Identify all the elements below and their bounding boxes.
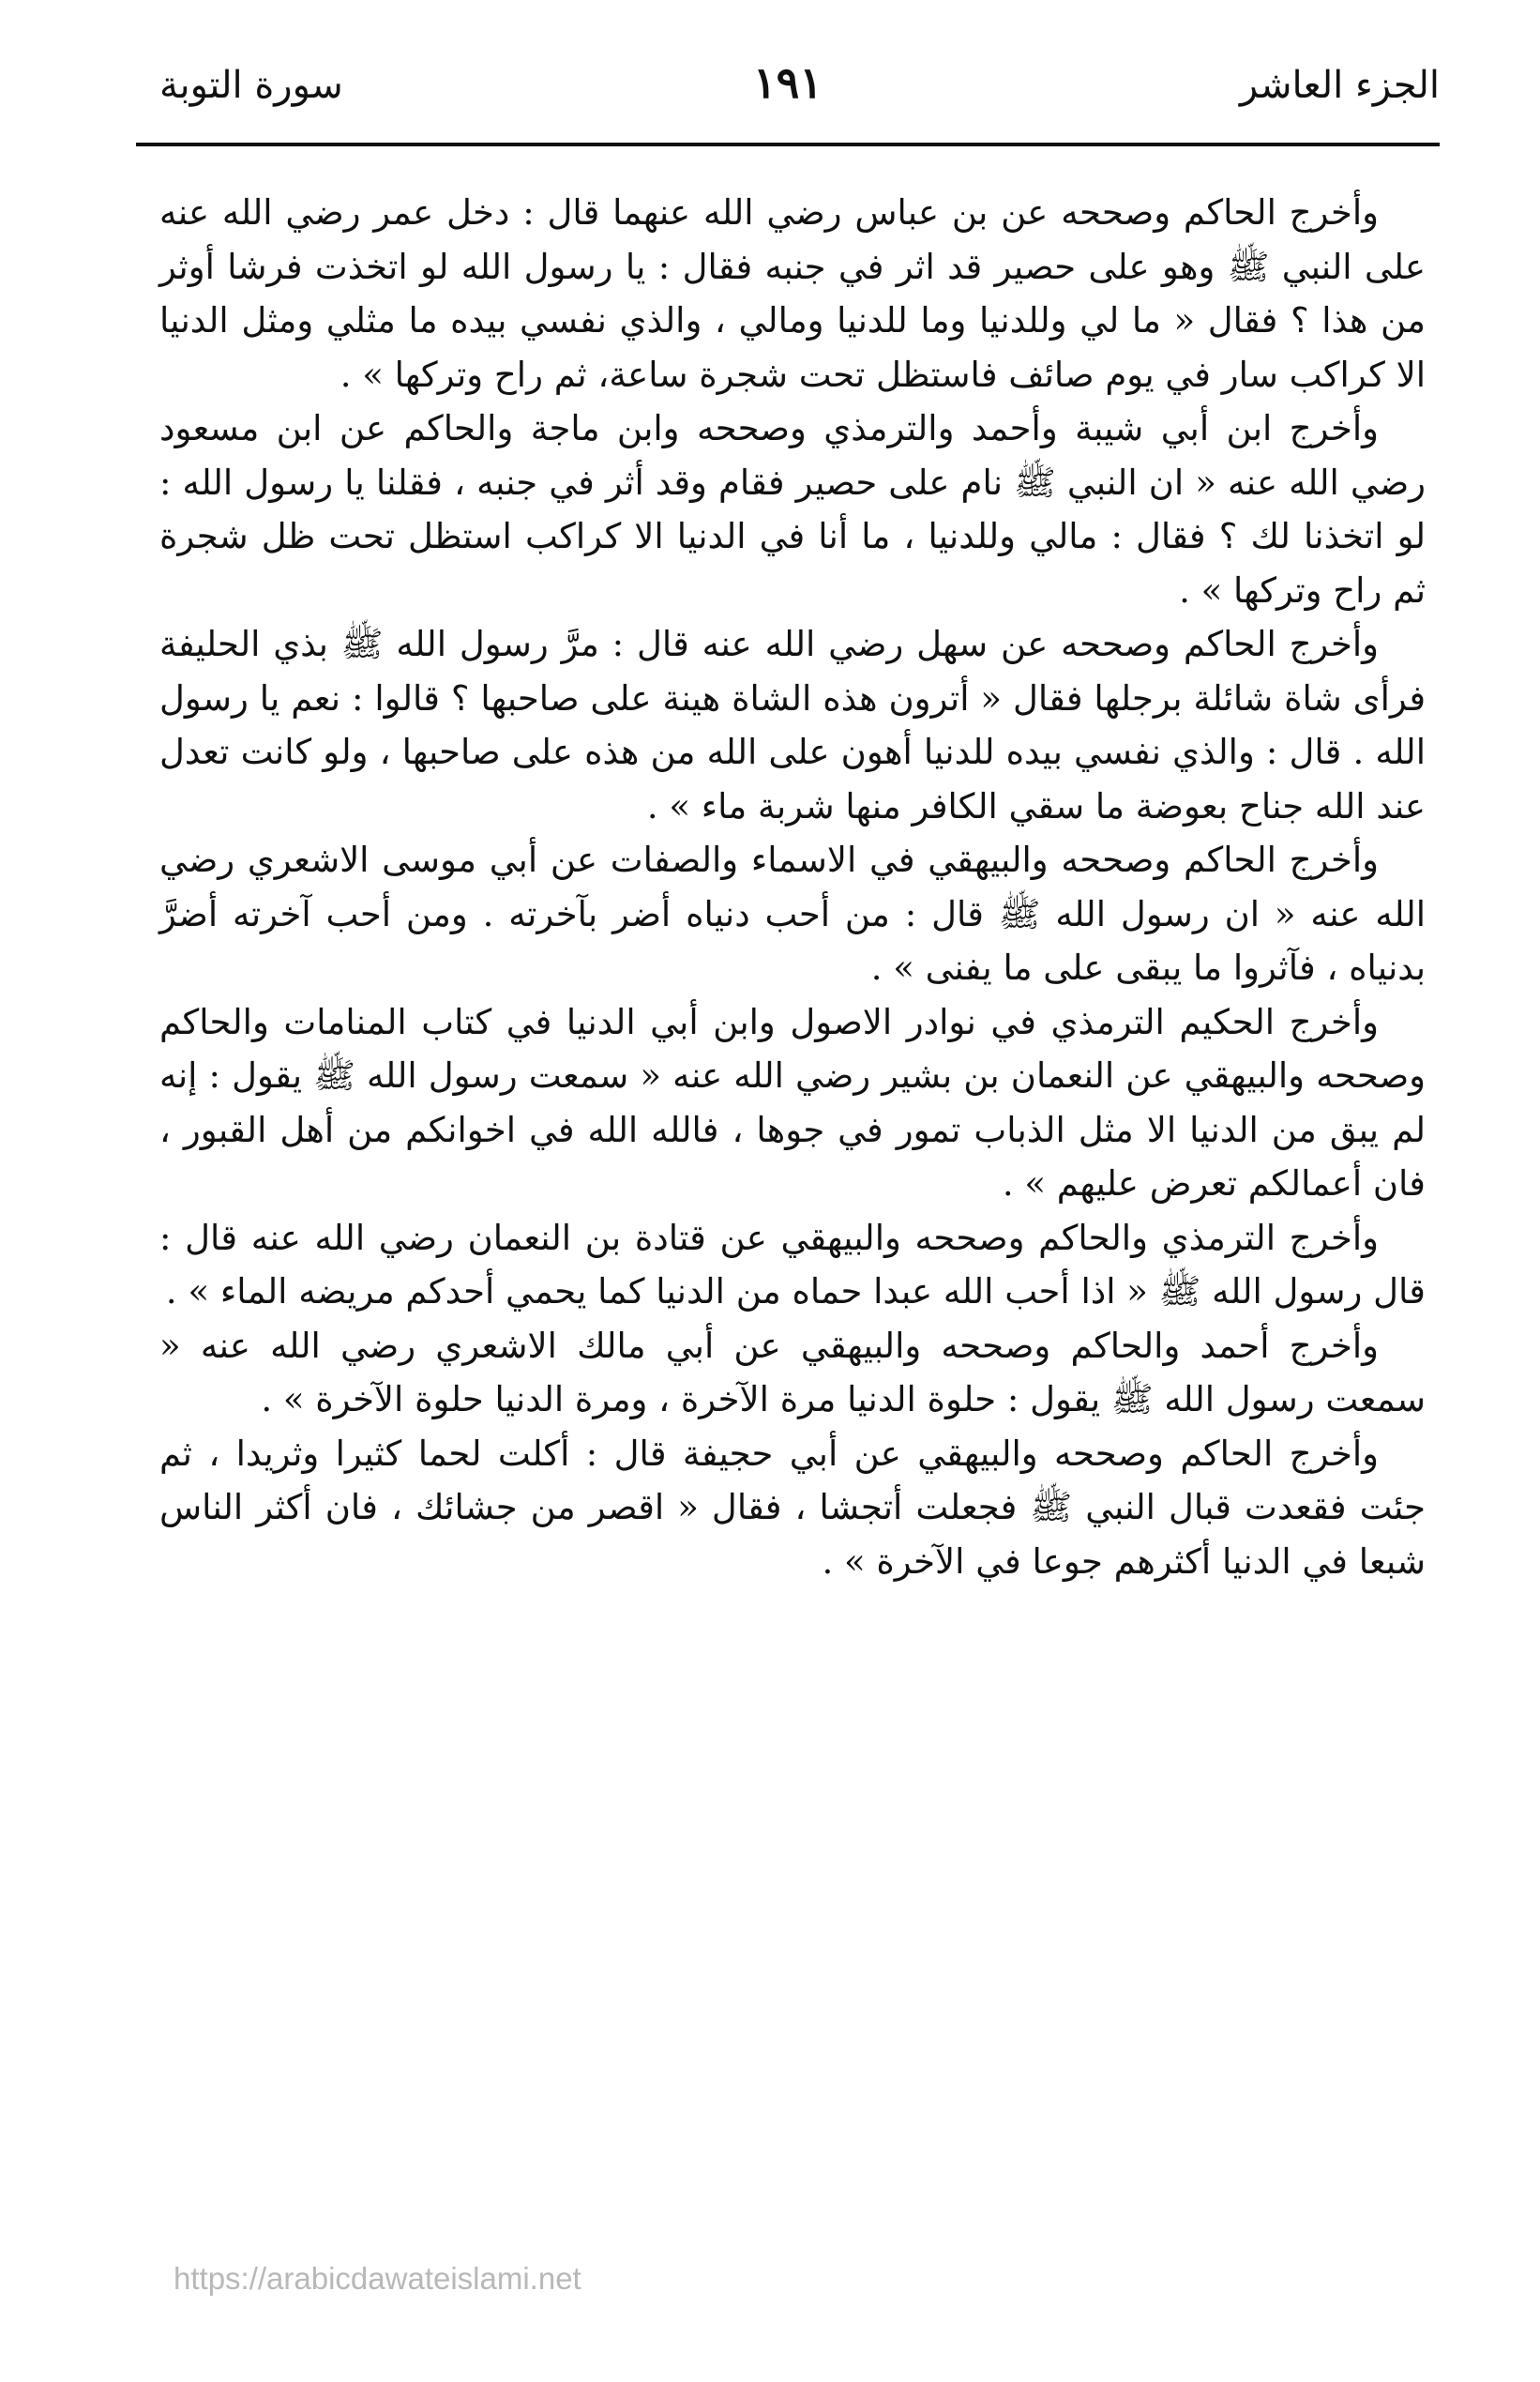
paragraph: وأخرج أحمد والحاكم وصححه والبيهقي عن أبي مالك الاشعري رضي الله عنه « سمعت رسول الله ﷺ يقول : حلوة الدنيا مرة الآخرة ، ومرة الدنيا حلوة الآخرة » .: [159, 1325, 1426, 1419]
paragraph: وأخرج الحكيم الترمذي في نوادر الاصول وابن أبي الدنيا في كتاب المنامات والحاكم وصححه والبيهقي عن النعمان بن بشير رضي الله عنه « سمعت رسول الله ﷺ يقول : إنه لم يبق من الدنيا الا مثل الذباب تمور في جوها ، فالله الله في اخوانكم من أهل القبور ، فان أعمالكم تعرض عليهم » .: [159, 1001, 1426, 1204]
body-text: [159, 186, 1426, 1588]
watermark: https://arabicdawateislami.net: [174, 2261, 581, 2296]
paragraph: وأخرج الحاكم وصححه عن بن عباس رضي الله عنهما قال : دخل عمر رضي الله عنه على النبي ﷺ وهو على حصير قد اثر في جنبه فقال : يا رسول الله لو اتخذت فرشا أوثر من هذا ؟ فقال « ما لي وللدنيا وما للدنيا ومالي ، والذي نفسي بيده ما مثلي ومثل الدنيا الا كراكب سار في يوم صائف فاستظل تحت شجرة ساعة، ثم راح وتركها » .: [159, 192, 1426, 395]
paragraph: وأخرج ابن أبي شيبة وأحمد والترمذي وصححه وابن ماجة والحاكم عن ابن مسعود رضي الله عنه « ان النبي ﷺ نام على حصير فقام وقد أثر في جنبه ، فقلنا يا رسول الله : لو اتخذنا لك ؟ فقال : مالي وللدنيا ، ما أنا في الدنيا الا كراكب استظل تحت ظل شجرة ثم راح وتركها » .: [159, 408, 1426, 611]
paragraph: وأخرج الحاكم وصححه والبيهقي عن أبي حجيفة قال : أكلت لحما كثيرا وثريدا ، ثم جئت فقعدت قبال النبي ﷺ فجعلت أتجشا ، فقال « اقصر من جشائك ، فان أكثر الناس شبعا في الدنيا أكثرهم جوعا في الآخرة » .: [159, 1433, 1426, 1582]
paragraph: وأخرج الحاكم وصححه عن سهل رضي الله عنه قال : مرَّ رسول الله ﷺ بذي الحليفة فرأى شاة شائلة برجلها فقال « أترون هذه الشاة هينة على صاحبها ؟ قالوا : نعم يا رسول الله . قال : والذي نفسي بيده للدنيا أهون على الله من هذه على صاحبها ، ولو كانت تعدل عند الله جناح بعوضة ما سقي الكافر منها شربة ماء » .: [159, 624, 1426, 827]
page-header: [136, 56, 1440, 122]
part-label: الجزء العاشر: [1239, 64, 1440, 107]
surah-label: سورة التوبة: [159, 64, 343, 107]
header-divider: [136, 143, 1440, 146]
paragraph: وأخرج الحاكم وصححه والبيهقي في الاسماء والصفات عن أبي موسى الاشعري رضي الله عنه « ان رسول الله ﷺ قال : من أحب دنياه أضر بآخرته . ومن أحب آخرته أضرَّ بدنياه ، فآثروا ما يبقى على ما يفنى » .: [159, 840, 1426, 988]
paragraph: وأخرج الترمذي والحاكم وصححه والبيهقي عن قتادة بن النعمان رضي الله عنه قال : قال رسول الله ﷺ « اذا أحب الله عبدا حماه من الدنيا كما يحمي أحدكم مريضه الماء » .: [159, 1217, 1426, 1312]
page-number: ١٩١: [752, 57, 823, 108]
